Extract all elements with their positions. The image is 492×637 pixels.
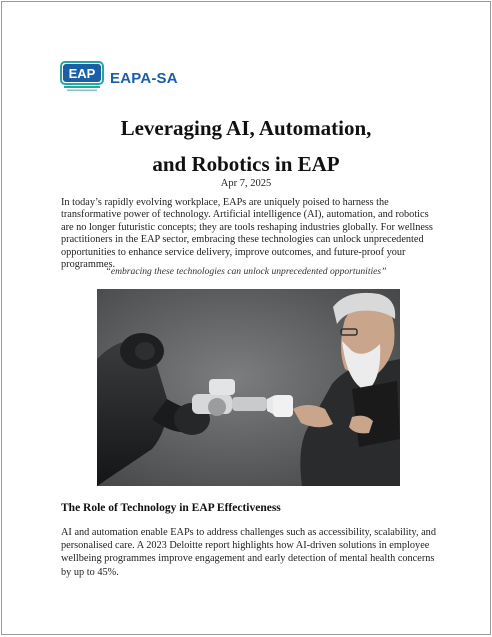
intro-paragraph: In today’s rapidly evolving workplace, EAPs are uniquely poised to harness the transformative power of technology. Artificial intelligence (AI), automation, and robotics are no longer futuristic concepts; they are tools reshaping industries globally. For wellness practitioners in the EAP sector, embracing these technologies can unlock unprecedented opportunities to enhance service delivery, improve outcomes, and future-proof your programmes. (61, 197, 433, 271)
title-line-2: and Robotics in EAP (152, 152, 340, 176)
publish-date: Apr 7, 2025 (220, 178, 272, 189)
badge-text: EAP (68, 66, 96, 81)
eapa-sa-logo (60, 61, 178, 93)
robot-handshake-photo (97, 289, 400, 486)
logo-name: EAPA-SA (110, 69, 178, 87)
section-heading: The Role of Technology in EAP Effectiveness (61, 502, 281, 514)
document-page (1, 1, 491, 635)
section-body: AI and automation enable EAPs to address challenges such as accessibility, scalability, and personalised care. A 2023 Deloitte report highlights how AI-driven solutions in employee wellbeing programmes improve engagement and early detection of mental health concerns by up to 45%. (61, 527, 436, 578)
eap-badge-icon (60, 61, 104, 93)
article-title (2, 110, 490, 182)
pull-quote: “embracing these technologies can unlock unprecedented opportunities” (105, 266, 387, 277)
title-line-1: Leveraging AI, Automation, (120, 116, 372, 140)
